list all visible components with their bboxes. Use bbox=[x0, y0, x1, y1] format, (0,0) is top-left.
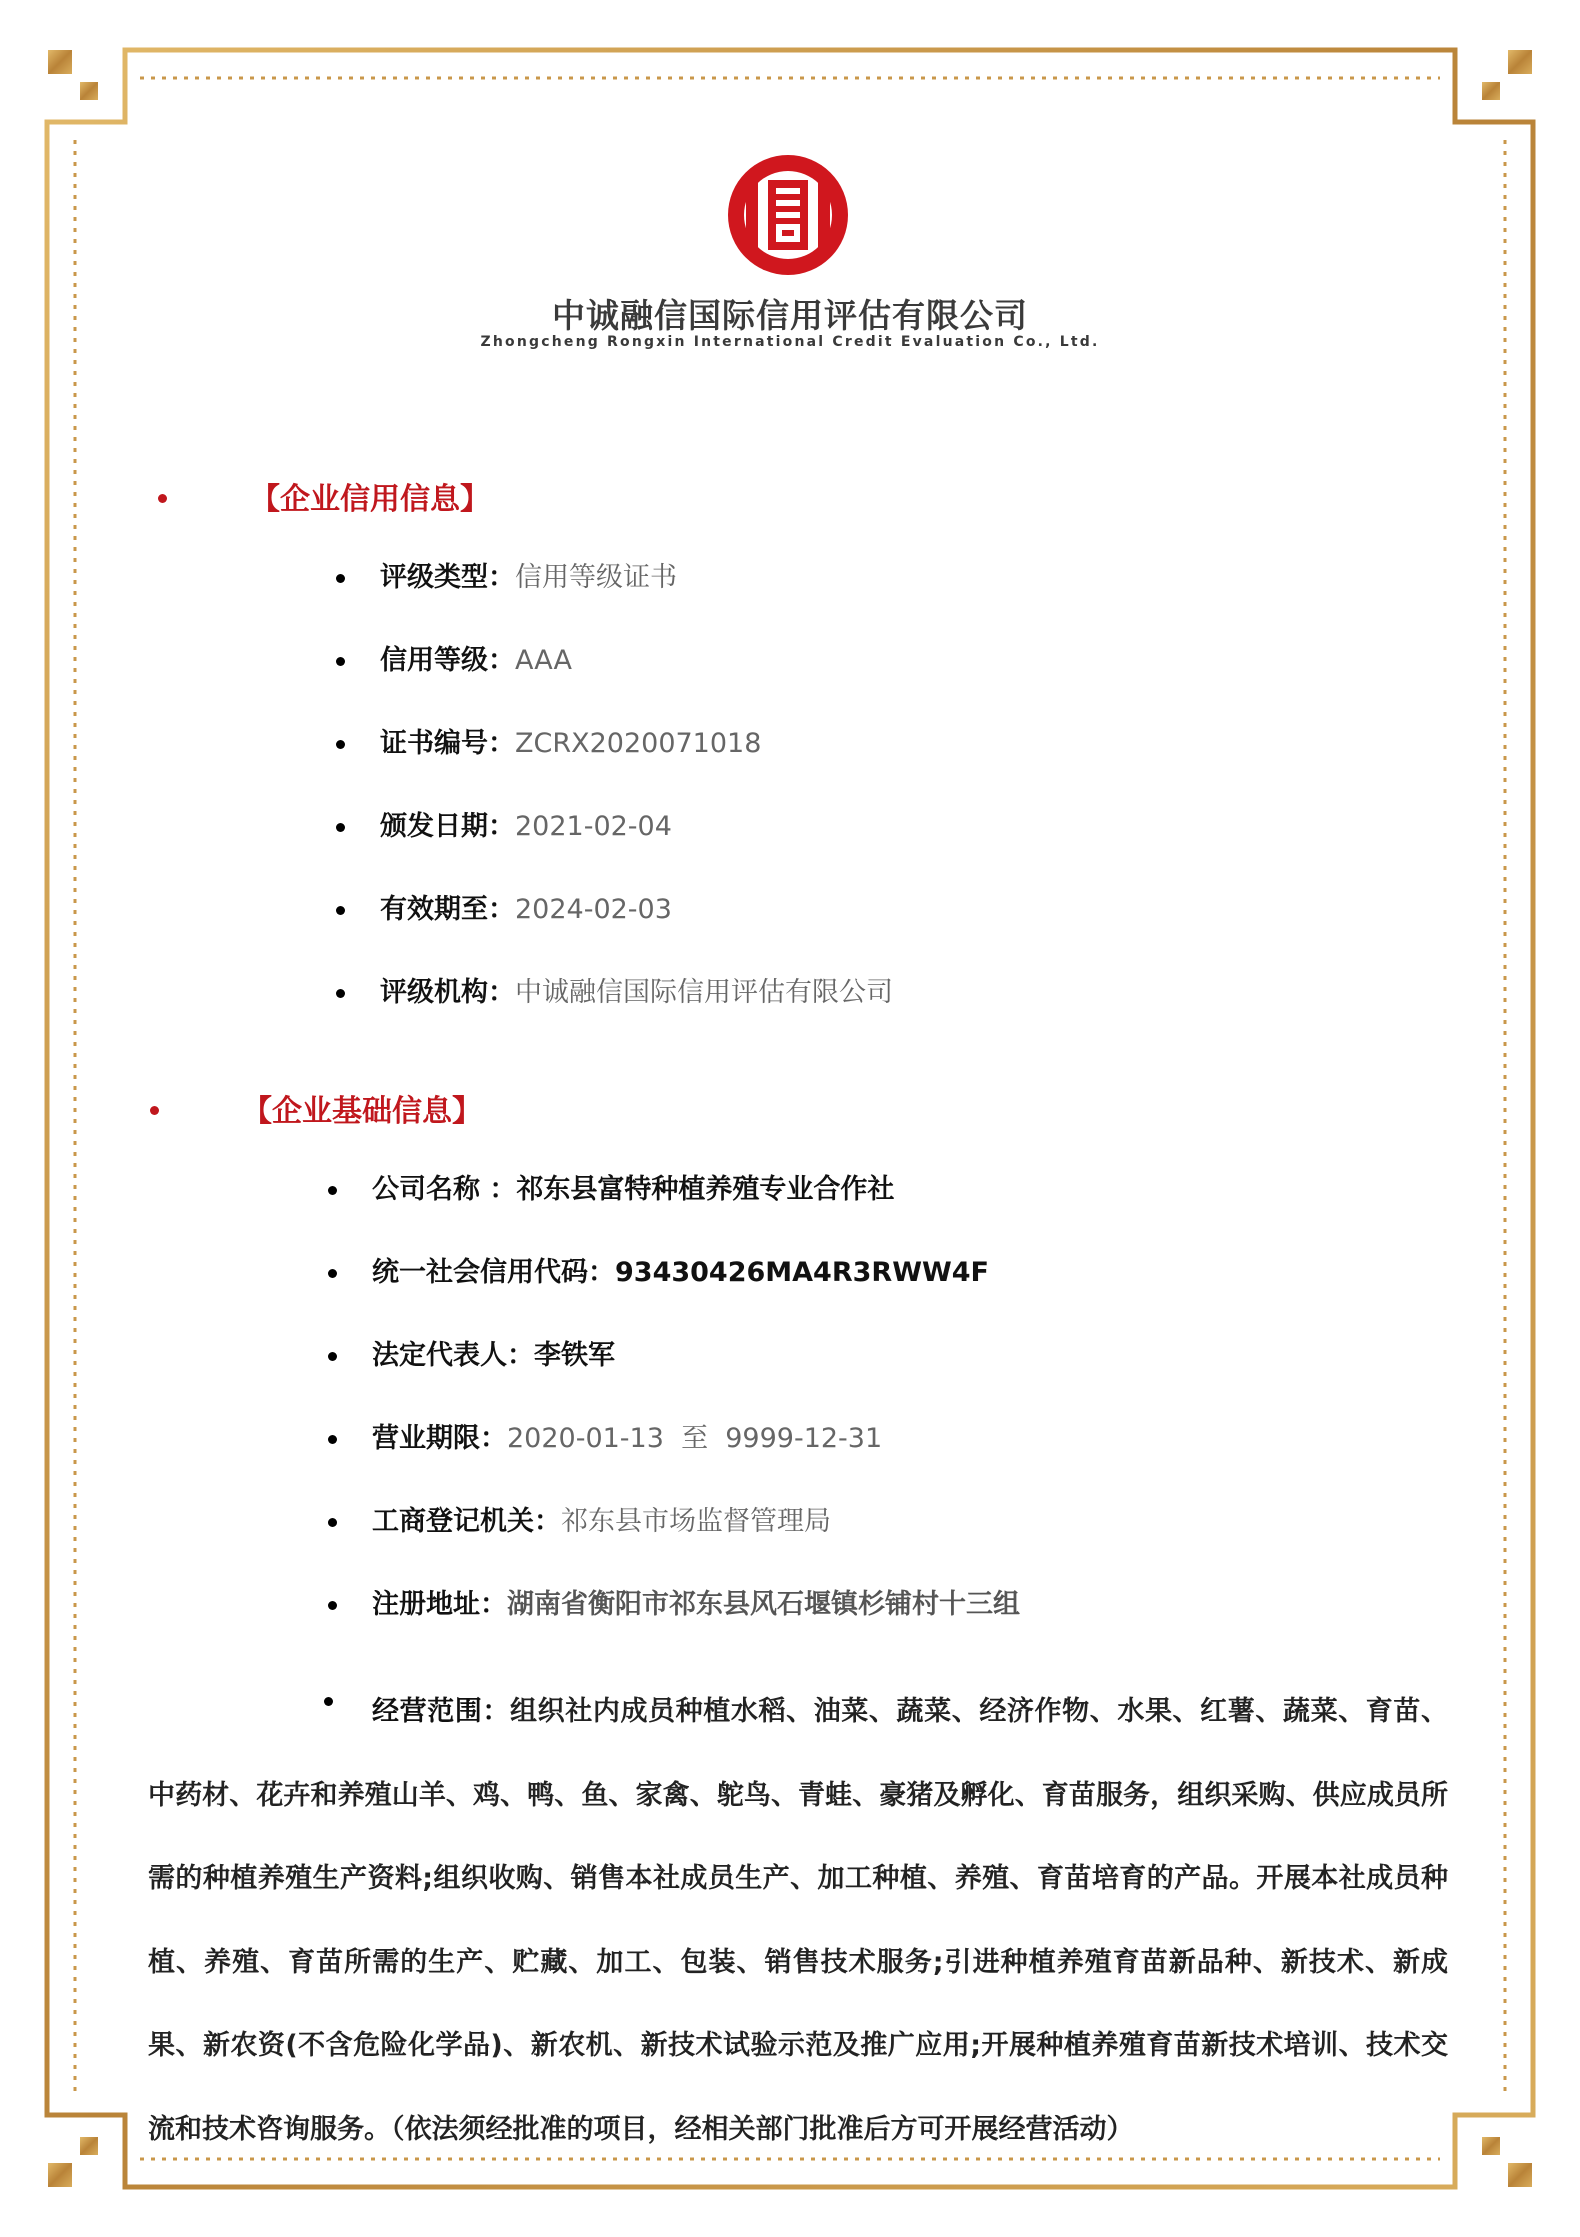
rating-type-label: 评级类型： bbox=[380, 562, 515, 593]
company-name-label: 公司名称 ： bbox=[372, 1174, 517, 1205]
bullet bbox=[328, 1186, 337, 1195]
list-item bbox=[380, 975, 893, 1011]
list-item bbox=[380, 560, 677, 596]
list-item bbox=[372, 1338, 615, 1374]
bullet bbox=[336, 574, 345, 583]
list-item bbox=[372, 1172, 894, 1208]
business-scope bbox=[148, 1670, 1448, 2171]
issue-date-label: 颁发日期： bbox=[380, 811, 515, 842]
bullet bbox=[328, 1435, 337, 1444]
list-item bbox=[380, 726, 761, 762]
business-scope-value: 组织社内成员种植水稻、油菜、蔬菜、经济作物、水果、红薯、蔬菜、育苗、中药材、花卉和养殖山羊、鸡、鸭、鱼、家禽、鸵鸟、青蛙、豪猪及孵化、育苗服务，组织采购、供应成员所需的种植养殖生产资料;组织收购、销售本社成员生产、加工种植、养殖、育苗培育的产品。开展本社成员种植、养殖、育苗所需的生产、贮藏、加工、包装、销售技术服务;引进种植养殖育苗新品种、新技术、新成果、新农资(不含危险化学品)、新农机、新技术试验示范及推广应用;开展种植养殖育苗新技术培训、技术交流和技术咨询服务。（依法须经批准的项目，经相关部门批准后方可开展经营活动） bbox=[148, 1696, 1449, 2145]
rating-agency-label: 评级机构： bbox=[380, 977, 515, 1008]
list-item bbox=[372, 1504, 831, 1540]
registration-authority-value: 祁东县市场监督管理局 bbox=[561, 1506, 831, 1537]
list-item bbox=[380, 643, 572, 679]
business-term-value: 2020-01-13 至 9999-12-31 bbox=[507, 1423, 883, 1454]
basic-section-title: 【企业基础信息】 bbox=[242, 1094, 482, 1129]
certificate-number-label: 证书编号： bbox=[380, 728, 515, 759]
credit-section-title: 【企业信用信息】 bbox=[250, 482, 490, 517]
rating-type-value: 信用等级证书 bbox=[515, 562, 677, 593]
credit-code-label: 统一社会信用代码： bbox=[372, 1257, 615, 1288]
legal-rep-label: 法定代表人： bbox=[372, 1340, 534, 1371]
list-item bbox=[380, 809, 672, 845]
bullet bbox=[328, 1352, 337, 1361]
list-item bbox=[380, 892, 672, 928]
bullet bbox=[328, 1269, 337, 1278]
bullet bbox=[328, 1518, 337, 1527]
certificate-number-value: ZCRX2020071018 bbox=[515, 728, 762, 759]
bullet bbox=[336, 989, 345, 998]
bullet bbox=[336, 823, 345, 832]
company-logo bbox=[708, 150, 868, 280]
section-bullet bbox=[158, 494, 167, 503]
legal-rep-value: 李铁军 bbox=[534, 1340, 615, 1371]
business-term-label: 营业期限： bbox=[372, 1423, 507, 1454]
valid-until-value: 2024-02-03 bbox=[515, 894, 672, 925]
list-item bbox=[372, 1587, 1020, 1623]
registered-address-value: 湖南省衡阳市祁东县风石堰镇杉铺村十三组 bbox=[507, 1589, 1020, 1620]
list-item bbox=[372, 1255, 989, 1291]
credit-grade-label: 信用等级： bbox=[380, 645, 515, 676]
bullet bbox=[336, 657, 345, 666]
valid-until-label: 有效期至： bbox=[380, 894, 515, 925]
bullet bbox=[336, 740, 345, 749]
list-item bbox=[372, 1421, 882, 1457]
business-scope-label: 经营范围： bbox=[372, 1696, 511, 1727]
company-name-cn: 中诚融信国际信用评估有限公司 bbox=[552, 296, 1028, 335]
section-bullet bbox=[150, 1106, 159, 1115]
bullet bbox=[328, 1601, 337, 1610]
issue-date-value: 2021-02-04 bbox=[515, 811, 672, 842]
credit-code-value: 93430426MA4R3RWW4F bbox=[615, 1257, 990, 1288]
company-name-en: Zhongcheng Rongxin International Credit Evaluation Co., Ltd. bbox=[480, 334, 1100, 350]
credit-grade-value: AAA bbox=[515, 645, 572, 676]
bullet bbox=[336, 906, 345, 915]
registered-address-label: 注册地址： bbox=[372, 1589, 507, 1620]
rating-agency-value: 中诚融信国际信用评估有限公司 bbox=[515, 977, 893, 1008]
registration-authority-label: 工商登记机关： bbox=[372, 1506, 561, 1537]
company-name-value: 祁东县富特种植养殖专业合作社 bbox=[516, 1174, 895, 1205]
